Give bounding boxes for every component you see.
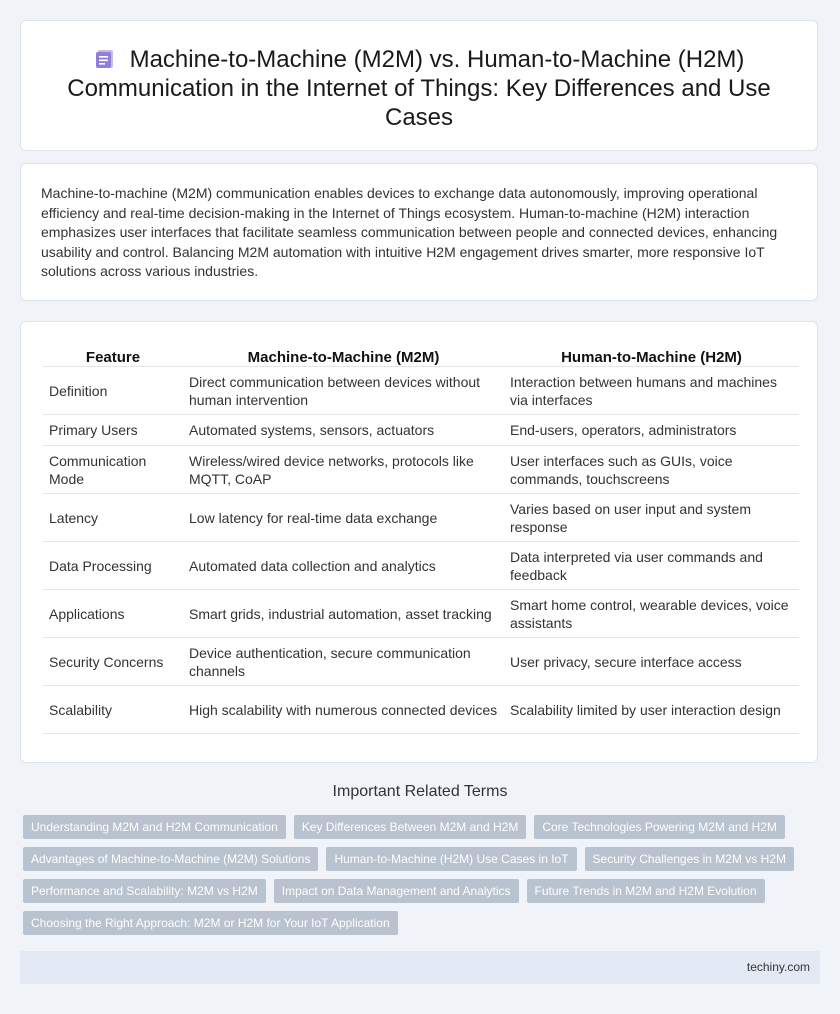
title-card [20, 20, 818, 151]
summary-card [20, 163, 818, 301]
related-term-tag[interactable]: Security Challenges in M2M vs H2M [585, 847, 794, 871]
table-cell-m2m: Automated data collection and analytics [183, 542, 504, 590]
table-row [43, 367, 799, 415]
table-header-row [43, 342, 799, 367]
related-terms-list [23, 815, 813, 935]
table-cell-feature: Data Processing [43, 542, 183, 590]
table-cell-m2m: Direct communication between devices without human intervention [183, 367, 504, 415]
footer [20, 951, 820, 984]
table-cell-feature: Latency [43, 494, 183, 542]
table-cell-m2m: Automated systems, sensors, actuators [183, 415, 504, 446]
page-title-text: Machine-to-Machine (M2M) vs. Human-to-Machine (H2M) Communication in the Internet of Things: Key Differences and Use Cases [67, 46, 771, 131]
related-term-tag[interactable]: Core Technologies Powering M2M and H2M [534, 815, 785, 839]
table-cell-m2m: Wireless/wired device networks, protocols like MQTT, CoAP [183, 446, 504, 494]
table-row [43, 590, 799, 638]
document-icon [94, 48, 116, 70]
related-term-tag[interactable]: Performance and Scalability: M2M vs H2M [23, 879, 266, 903]
table-cell-h2m: User privacy, secure interface access [504, 638, 799, 686]
table-row [43, 638, 799, 686]
table-cell-feature: Scalability [43, 686, 183, 734]
table-cell-feature: Communication Mode [43, 446, 183, 494]
page-title [21, 21, 817, 132]
table-row [43, 494, 799, 542]
summary-text: Machine-to-machine (M2M) communication enables devices to exchange data autonomously, improving operational efficiency and real-time decision-making in the Internet of Things ecosystem. Human-to-machine (H2M) interaction emphasizes user interfaces that facilitate seamless communication between people and connected devices, enhancing usability and control. Balancing M2M automation with intuitive H2M engagement drives smarter, more responsive IoT solutions across various industries. [41, 185, 778, 279]
table-cell-h2m: Scalability limited by user interaction design [504, 686, 799, 734]
related-term-tag[interactable]: Future Trends in M2M and H2M Evolution [527, 879, 765, 903]
table-header-m2m: Machine-to-Machine (M2M) [183, 342, 504, 367]
table-row [43, 446, 799, 494]
table-cell-feature: Security Concerns [43, 638, 183, 686]
comparison-table-card [20, 321, 818, 763]
table-cell-m2m: Low latency for real-time data exchange [183, 494, 504, 542]
table-row [43, 542, 799, 590]
table-row [43, 686, 799, 734]
related-term-tag[interactable]: Impact on Data Management and Analytics [274, 879, 519, 903]
table-header-h2m: Human-to-Machine (H2M) [504, 342, 799, 367]
table-cell-m2m: Smart grids, industrial automation, asset tracking [183, 590, 504, 638]
table-cell-m2m: High scalability with numerous connected devices [183, 686, 504, 734]
table-cell-h2m: Smart home control, wearable devices, voice assistants [504, 590, 799, 638]
table-row [43, 415, 799, 446]
table-header-feature: Feature [43, 342, 183, 367]
table-cell-h2m: Data interpreted via user commands and feedback [504, 542, 799, 590]
related-term-tag[interactable]: Advantages of Machine-to-Machine (M2M) Solutions [23, 847, 318, 871]
related-term-tag[interactable]: Understanding M2M and H2M Communication [23, 815, 286, 839]
related-term-tag[interactable]: Human-to-Machine (H2M) Use Cases in IoT [326, 847, 576, 871]
table-cell-m2m: Device authentication, secure communication channels [183, 638, 504, 686]
table-cell-feature: Primary Users [43, 415, 183, 446]
table-cell-h2m: User interfaces such as GUIs, voice commands, touchscreens [504, 446, 799, 494]
related-terms-title: Important Related Terms [332, 783, 508, 800]
table-cell-h2m: Interaction between humans and machines via interfaces [504, 367, 799, 415]
related-term-tag[interactable]: Choosing the Right Approach: M2M or H2M for Your IoT Application [23, 911, 398, 935]
footer-site-name[interactable]: techiny.com [746, 960, 810, 974]
table-cell-h2m: End-users, operators, administrators [504, 415, 799, 446]
table-cell-h2m: Varies based on user input and system response [504, 494, 799, 542]
table-cell-feature: Definition [43, 367, 183, 415]
related-term-tag[interactable]: Key Differences Between M2M and H2M [294, 815, 527, 839]
comparison-table [43, 342, 799, 734]
table-cell-feature: Applications [43, 590, 183, 638]
